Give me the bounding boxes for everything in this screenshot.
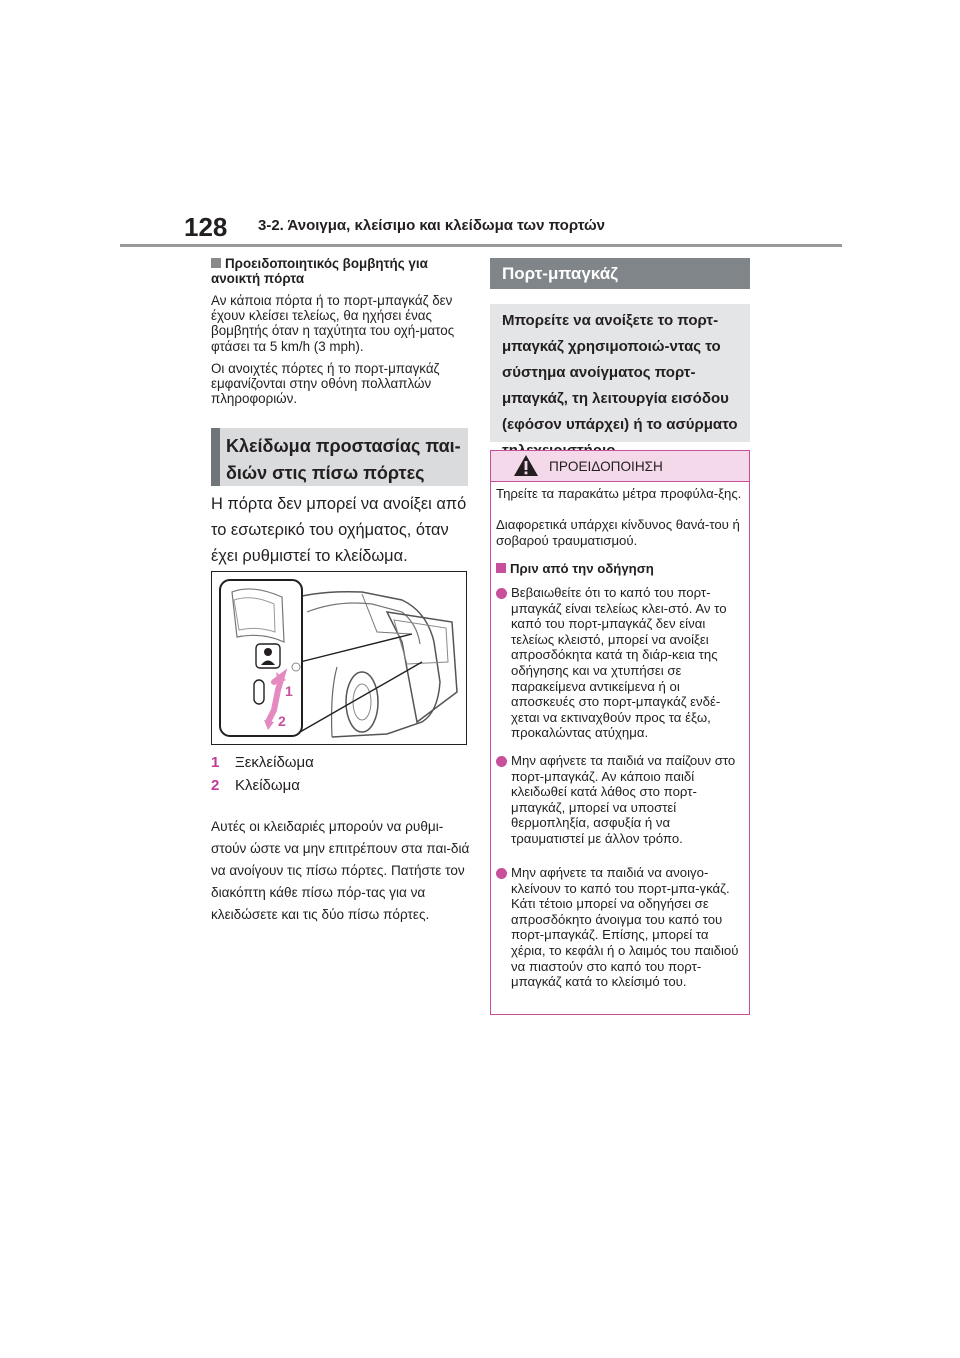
warning-title: ΠΡΟΕΙΔΟΠΟΙΗΣΗ [549,459,663,474]
warning-box [490,450,750,1015]
car-door-illustration-icon [212,572,466,744]
bullet-dot-icon [496,588,507,599]
paragraph-lock-usage: Αυτές οι κλειδαριές μπορούν να ρυθμι-στούν ώστε να μην επιτρέπουν στα παι-διά να ανοίγουν τις πίσω πόρτες. Πατήστε τον διακόπτη κάθε πίσω πόρ-τας για να κλειδώσετε και τις δύο πίσω πόρτες. [211,819,470,922]
section-heading-trunk: Πορτ-μπαγκάζ [490,258,750,289]
page-number: 128 [184,212,228,242]
warning-subhead: Πριν από την οδήγηση [496,561,654,576]
warning-intro-2: Διαφορετικά υπάρχει κίνδυνος θανά-του ή σοβαρού τραυματισμού. [496,517,740,548]
bullet-dot-icon [496,868,507,879]
figure-label-1: 1 [285,683,293,699]
trunk-info-box: Μπορείτε να ανοίξετε το πορτ-μπαγκάζ χρησιμοποιώ-ντας το σύστημα ανοίγματος πορτ-μπαγκάζ, τη λειτουργία εισόδου (εφόσον υπάρχει) ή το ασύρματο [490,304,750,442]
legend-item: 2 Κλείδωμα [211,777,300,794]
paragraph-child-lock: Η πόρτα δεν μπορεί να ανοίξει από το εσωτερικό του οχήματος, όταν έχει ρυθμιστεί το κλείδωμα. [211,495,467,565]
bullet-dot-icon [496,756,507,767]
figure-legend [211,751,314,797]
header-rule [120,244,842,247]
figure-label-2: 2 [278,713,286,729]
warning-bullet: Μην αφήνετε τα παιδιά να παίζουν στο πορτ-μπαγκάζ. Αν κάποιο παιδί κλειδωθεί κατά λάθος στο πορτ-μπαγκάζ, μπορεί να υποστεί θερμοπληξία, ασφυξία ή να τραυματιστεί με άλλον τρόπο. [496,753,746,847]
running-head: 3-2. Άνοιγμα, κλείσιμο και κλείδωμα των πορτών [258,217,605,234]
warning-bullet: Βεβαιωθείτε ότι το καπό του πορτ-μπαγκάζ είναι τελείως κλει-στό. Αν το καπό του πορτ-μπαγκάζ δεν είναι τελείως κλειστό, μπορεί να ανοίξει απροσδόκητα κατά τη διάρ-κεια της οδήγησης και να χτυπήσει σε παρακείμενα αντικείμενα ή οι αποσκευές στο πορτ-μπαγκάζ ενδέ-χεται να εκτιναχθούν προς τα έξω, προκαλώντας ατύχημα. [496,585,746,741]
square-bullet-icon [211,258,221,268]
paragraph-buzzer: Αν κάποια πόρτα ή το πορτ-μπαγκάζ δεν έχουν κλείσει τελείως, θα ηχήσει ένας βομβητής όταν η ταχύτητα του οχή-ματος φτάσει τα 5 km/h (3 mph). [211,293,455,354]
paragraph-display: Οι ανοιχτές πόρτες ή το πορτ-μπαγκάζ εμφανίζονται στην οθόνη πολλαπλών πληροφοριών. [211,361,440,407]
child-lock-figure [211,571,467,745]
subhead-door-buzzer: Προειδοποιητικός βομβητής για ανοικτή πόρτα [211,256,428,286]
warning-bullet: Μην αφήνετε τα παιδιά να ανοιγο-κλείνουν το καπό του πορτ-μπα-γκάζ. Κάτι τέτοιο μπορεί να οδηγήσει σε απροσδόκητο άνοιγμα του καπό του πορτ-μπαγκάζ. Επίσης, μπορεί τα χέρια, το κεφάλι ή ο λαιμός του παιδιού να πιαστούν στο καπό του πορτ-μπαγκάζ κατά το κλείσιμό του. [496,865,746,990]
square-bullet-icon [496,563,506,573]
warning-intro: Τηρείτε τα παρακάτω μέτρα προφύλα-ξης. [496,486,742,501]
warning-header [491,451,749,482]
warning-triangle-icon [513,454,539,478]
legend-item: 1 Ξεκλείδωμα [211,754,314,771]
section-heading-child-lock: Κλείδωμα προστασίας παι-διών στις πίσω πόρτες [211,428,468,486]
